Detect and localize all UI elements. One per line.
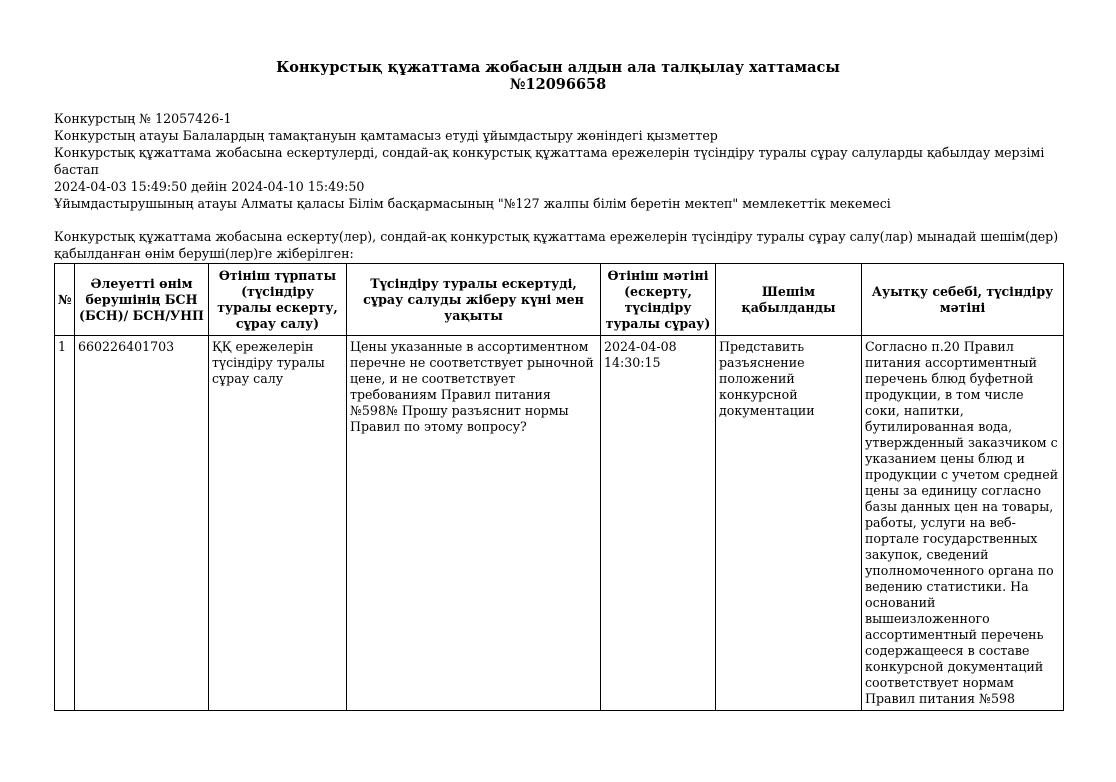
sent-note: Конкурстық құжаттама жобасына ескерту(лер), сондай-ақ конкурстық құжаттама ережелерін түсіндіру туралы сұрау салу(лар) мынадай шешім(дер) қабылданған өнім беруші(лер)ге жіберілген: (54, 229, 1059, 261)
table-row (55, 336, 1064, 711)
cell-datetime: 2024-04-08 14:30:15 (601, 336, 716, 711)
cell-bin: 660226401703 (75, 336, 209, 711)
contest-number: Конкурстың № 12057426-1 (54, 111, 232, 126)
header-request-text: Өтініш мәтіні (ескерту, түсіндіру туралы сұрау) (601, 264, 716, 336)
deadline-line-1: Конкурстық құжаттама жобасына ескертулерді, сондай-ақ конкурстық құжаттама ережелерін түсіндіру туралы сұрау салуларды қабылдау мерзімі бастап (54, 145, 1045, 177)
contest-name: Конкурстың атауы Балалардың тамақтануын қамтамасыз етуді ұйымдастыру жөніндегі қызметтер (54, 128, 718, 143)
header-request-type: Өтініш түрпаты (түсіндіру туралы ескерту, сұрау салу) (209, 264, 347, 336)
document-header (0, 59, 1116, 93)
cell-request-type: ҚҚ ережелерін түсіндіру туралы сұрау салу (209, 336, 347, 711)
document-title: Конкурстық құжаттама жобасын алдын ала талқылау хаттамасы (276, 59, 840, 76)
cell-reason: Согласно п.20 Правил питания ассортиментный перечень блюд буфетной продукции, в том числе соки, напитки, бутилированная вода, утвержденный заказчиком с указанием цены блюд и продукции с учетом средней цены за единицу согласно базы данных цен на товары, работы, услуги на веб-портале государственных закупок, сведений уполномоченного органа по ведению статистики. На оснований вышеизложенного ассортиментный перечень содержащееся в составе конкурсной документаций соответствует нормам Правил питания №598 (862, 336, 1064, 711)
organizer-name: Ұйымдастырушының атауы Алматы қаласы Білім басқармасының "№127 жалпы білім беретін мектеп" мемлекеттік мекемесі (54, 196, 891, 211)
document-number: №12096658 (509, 76, 607, 93)
header-decision: Шешім қабылданды (716, 264, 862, 336)
cell-number: 1 (55, 336, 75, 711)
cell-decision: Представить разъяснение положений конкурсной документации (716, 336, 862, 711)
deadline-line-2: 2024-04-03 15:49:50 дейін 2024-04-10 15:49:50 (54, 179, 365, 194)
cell-request-text: Цены указанные в ассортиментном перечне не соответствует рыночной цене, и не соответствует требованиям Правил питания №598№ Прошу разъяснит нормы Правил по этому вопросу? (347, 336, 601, 711)
header-reason: Ауытқу себебі, түсіндіру мәтіні (862, 264, 1064, 336)
remarks-table (54, 263, 1064, 711)
header-number: № (55, 264, 75, 336)
table-header-row (55, 264, 1064, 336)
header-bin: Әлеуетті өнім берушінің БСН (БСН)/ БСН/УНП (75, 264, 209, 336)
spacer (54, 212, 1064, 228)
contest-info (54, 110, 1064, 262)
header-send-datetime: Түсіндіру туралы ескертуді, сұрау салуды жіберу күні мен уақыты (347, 264, 601, 336)
